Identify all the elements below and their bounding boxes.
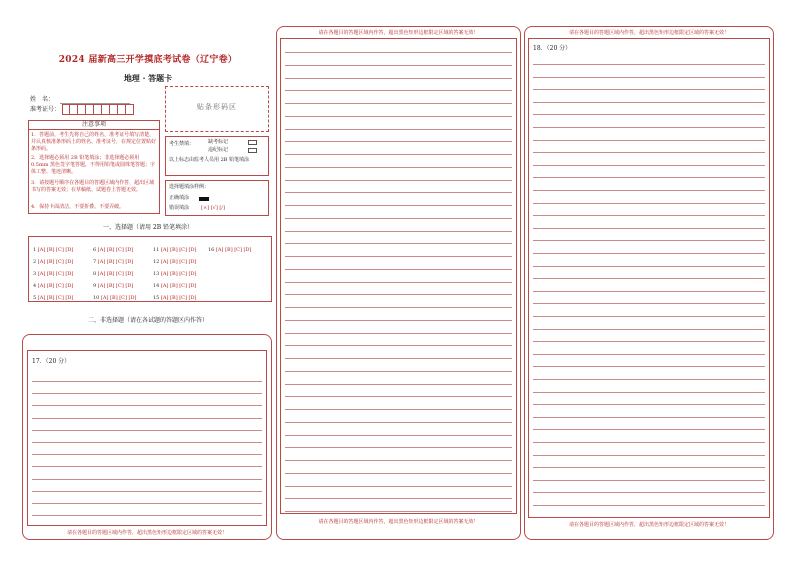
q17-answer-line <box>32 515 262 516</box>
q17-answer-line <box>32 393 262 394</box>
wrong-marks: [×] [√] [/] <box>201 205 225 211</box>
right-answer-line <box>533 480 765 481</box>
right-answer-line <box>533 127 765 128</box>
middle-answer-line <box>285 422 512 423</box>
middle-answer-line <box>285 333 512 334</box>
right-answer-line <box>533 266 765 267</box>
middle-answer-line <box>285 460 512 461</box>
middle-answer-line <box>285 409 512 410</box>
absent-checkbox[interactable] <box>248 140 257 145</box>
wrong-label: 错误填涂 <box>169 205 190 211</box>
right-answer-line <box>533 190 765 191</box>
middle-answer-line <box>285 103 512 104</box>
choice-col-1[interactable]: 1 [A] [B] [C] [D] 2 [A] [B] [C] [D] 3 [A] [B] [C] [D] 4 [A] [B] [C] [D] 5 [A] [B] [C] [D] <box>33 247 74 301</box>
answer-sheet-subtitle: 地理 · 答题卡 <box>123 73 173 83</box>
right-answer-line <box>533 102 765 103</box>
exam-id-boxes[interactable] <box>62 104 134 115</box>
q17-answer-line <box>32 405 262 406</box>
middle-answer-line <box>285 371 512 372</box>
q17-answer-line <box>32 479 262 480</box>
middle-answer-line <box>285 141 512 142</box>
right-answer-line <box>533 316 765 317</box>
middle-answer-line <box>285 231 512 232</box>
middle-answer-line <box>285 396 512 397</box>
barcode-label: 贴条形码区 <box>197 103 237 111</box>
note-item-2: 2．选择题必须用 2B 铅笔填涂；非选择题必须用 0.5mm 黑色签字笔答题，不得用铅笔或圆珠笔答题；字体工整、笔迹清晰。 <box>31 155 156 175</box>
right-warning-top: 请在各题目的答题区域内作答，超出黑色矩形边框限定区域的答案无效！ <box>568 30 729 36</box>
name-label: 姓 名： <box>30 96 55 103</box>
right-answer-line <box>533 165 765 166</box>
right-answer-line <box>533 114 765 115</box>
middle-warning-bottom: 请在各题目的答题区域内作答，超出黑色矩形边框限定区域的答案无效！ <box>318 519 479 525</box>
right-answer-line <box>533 455 765 456</box>
right-answer-line <box>533 341 765 342</box>
middle-answer-line <box>285 192 512 193</box>
middle-answer-line <box>285 167 512 168</box>
middle-answer-line <box>285 256 512 257</box>
correct-mark <box>199 197 209 201</box>
middle-answer-line <box>285 282 512 283</box>
right-answer-line <box>533 303 765 304</box>
q17-answer-line <box>32 491 262 492</box>
choice-col-4[interactable]: 16 [A] [B] [C] [D] <box>208 247 252 253</box>
right-answer-line <box>533 379 765 380</box>
absent-label: 缺考标记 <box>208 139 229 145</box>
middle-answer-line <box>285 269 512 270</box>
middle-answer-line <box>285 65 512 66</box>
choice-col-3[interactable]: 11 [A] [B] [C] [D] 12 [A] [B] [C] [D] 13 [A] [B] [C] [D] 14 [A] [B] [C] [D] 15 [A] [B] [C] [D] <box>153 247 197 301</box>
q18-label: 18．（20 分） <box>533 45 572 52</box>
right-answer-line <box>533 89 765 90</box>
middle-answer-line <box>285 473 512 474</box>
right-answer-line <box>533 505 765 506</box>
middle-answer-line <box>285 358 512 359</box>
right-answer-line <box>533 278 765 279</box>
right-warning-bottom: 请在各题目的答题区域内作答，超出黑色矩形边框限定区域的答案无效！ <box>568 522 729 528</box>
right-answer-line <box>533 467 765 468</box>
right-answer-line <box>533 152 765 153</box>
status-label: 考生禁填： <box>169 141 195 147</box>
right-answer-line <box>533 442 765 443</box>
q17-answer-line <box>32 430 262 431</box>
middle-answer-line <box>285 345 512 346</box>
middle-answer-line <box>285 320 512 321</box>
right-answer-line <box>533 228 765 229</box>
middle-answer-line <box>285 486 512 487</box>
q17-answer-line <box>32 466 262 467</box>
middle-answer-line <box>285 294 512 295</box>
exam-title: 2024 届新高三开学摸底考试卷（辽宁卷） <box>58 55 238 65</box>
middle-answer-line <box>285 498 512 499</box>
right-answer-line <box>533 240 765 241</box>
right-answer-line <box>533 492 765 493</box>
middle-answer-line <box>285 218 512 219</box>
right-answer-line <box>533 64 765 65</box>
nonchoice-title: 二、非选择题（请在各试题的答题区内作答） <box>87 317 208 324</box>
middle-answer-line <box>285 90 512 91</box>
middle-answer-line <box>285 78 512 79</box>
violation-label: 违纪标记 <box>208 147 229 153</box>
note-item-3: 3．请按题号顺序在各题目的答题区域内作答，超出区域书写的答案无效；在草稿纸、试题卷上答题无效。 <box>31 180 155 193</box>
middle-answer-line <box>285 180 512 181</box>
right-answer-line <box>533 429 765 430</box>
middle-answer-line <box>285 511 512 512</box>
note-item-1: 1．答题前，考生先将自己的姓名，准考证号填写清楚，并认真核准条形码上的姓名、准考证号，在规定位置贴好条形码。 <box>31 132 157 152</box>
q17-answer-line <box>32 503 262 504</box>
notes-title: 注意事项 <box>81 121 106 128</box>
middle-inner-box <box>280 38 517 514</box>
middle-warning-top: 请在各题目的答题区域内作答，超出黑色矩形边框限定区域的答案无效！ <box>318 30 479 36</box>
violation-checkbox[interactable] <box>248 148 257 153</box>
right-answer-line <box>533 215 765 216</box>
right-answer-line <box>533 404 765 405</box>
right-answer-line <box>533 77 765 78</box>
q17-answer-line <box>32 442 262 443</box>
status-note: 以上标志由监考人员用 2B 铅笔填涂 <box>169 157 250 163</box>
note-item-4: 4．保持卡面清洁，不要折叠、不要弄破。 <box>31 204 125 210</box>
q17-answer-line <box>32 381 262 382</box>
choice-col-2[interactable]: 6 [A] [B] [C] [D] 7 [A] [B] [C] [D] 8 [A] [B] [C] [D] 9 [A] [B] [C] [D] 10 [A] [B] [C] [D] <box>93 247 137 301</box>
middle-answer-line <box>285 435 512 436</box>
middle-answer-line <box>285 116 512 117</box>
q17-answer-line <box>32 454 262 455</box>
middle-answer-line <box>285 154 512 155</box>
q17-inner-box <box>27 350 267 526</box>
middle-answer-line <box>285 205 512 206</box>
right-answer-line <box>533 366 765 367</box>
right-answer-line <box>533 253 765 254</box>
q17-label: 17．（20 分） <box>32 358 71 365</box>
right-answer-line <box>533 392 765 393</box>
right-answer-line <box>533 329 765 330</box>
middle-answer-line <box>285 307 512 308</box>
correct-label: 正确填涂 <box>169 195 190 201</box>
exam-id-label: 准考证号： <box>30 106 61 113</box>
right-answer-line <box>533 203 765 204</box>
q17-warning: 请在各题目的答题区域内作答，超出黑色矩形边框限定区域的答案无效！ <box>66 530 227 536</box>
middle-answer-line <box>285 243 512 244</box>
middle-answer-line <box>285 52 512 53</box>
middle-answer-line <box>285 129 512 130</box>
sample-title: 选择题填涂样例： <box>169 184 210 190</box>
right-answer-line <box>533 177 765 178</box>
right-answer-line <box>533 291 765 292</box>
choice-title: 一、选择题（请用 2B 铅笔填涂） <box>102 224 194 231</box>
right-answer-line <box>533 140 765 141</box>
right-answer-line <box>533 417 765 418</box>
middle-answer-line <box>285 447 512 448</box>
right-answer-line <box>533 354 765 355</box>
middle-answer-line <box>285 384 512 385</box>
q17-answer-line <box>32 418 262 419</box>
